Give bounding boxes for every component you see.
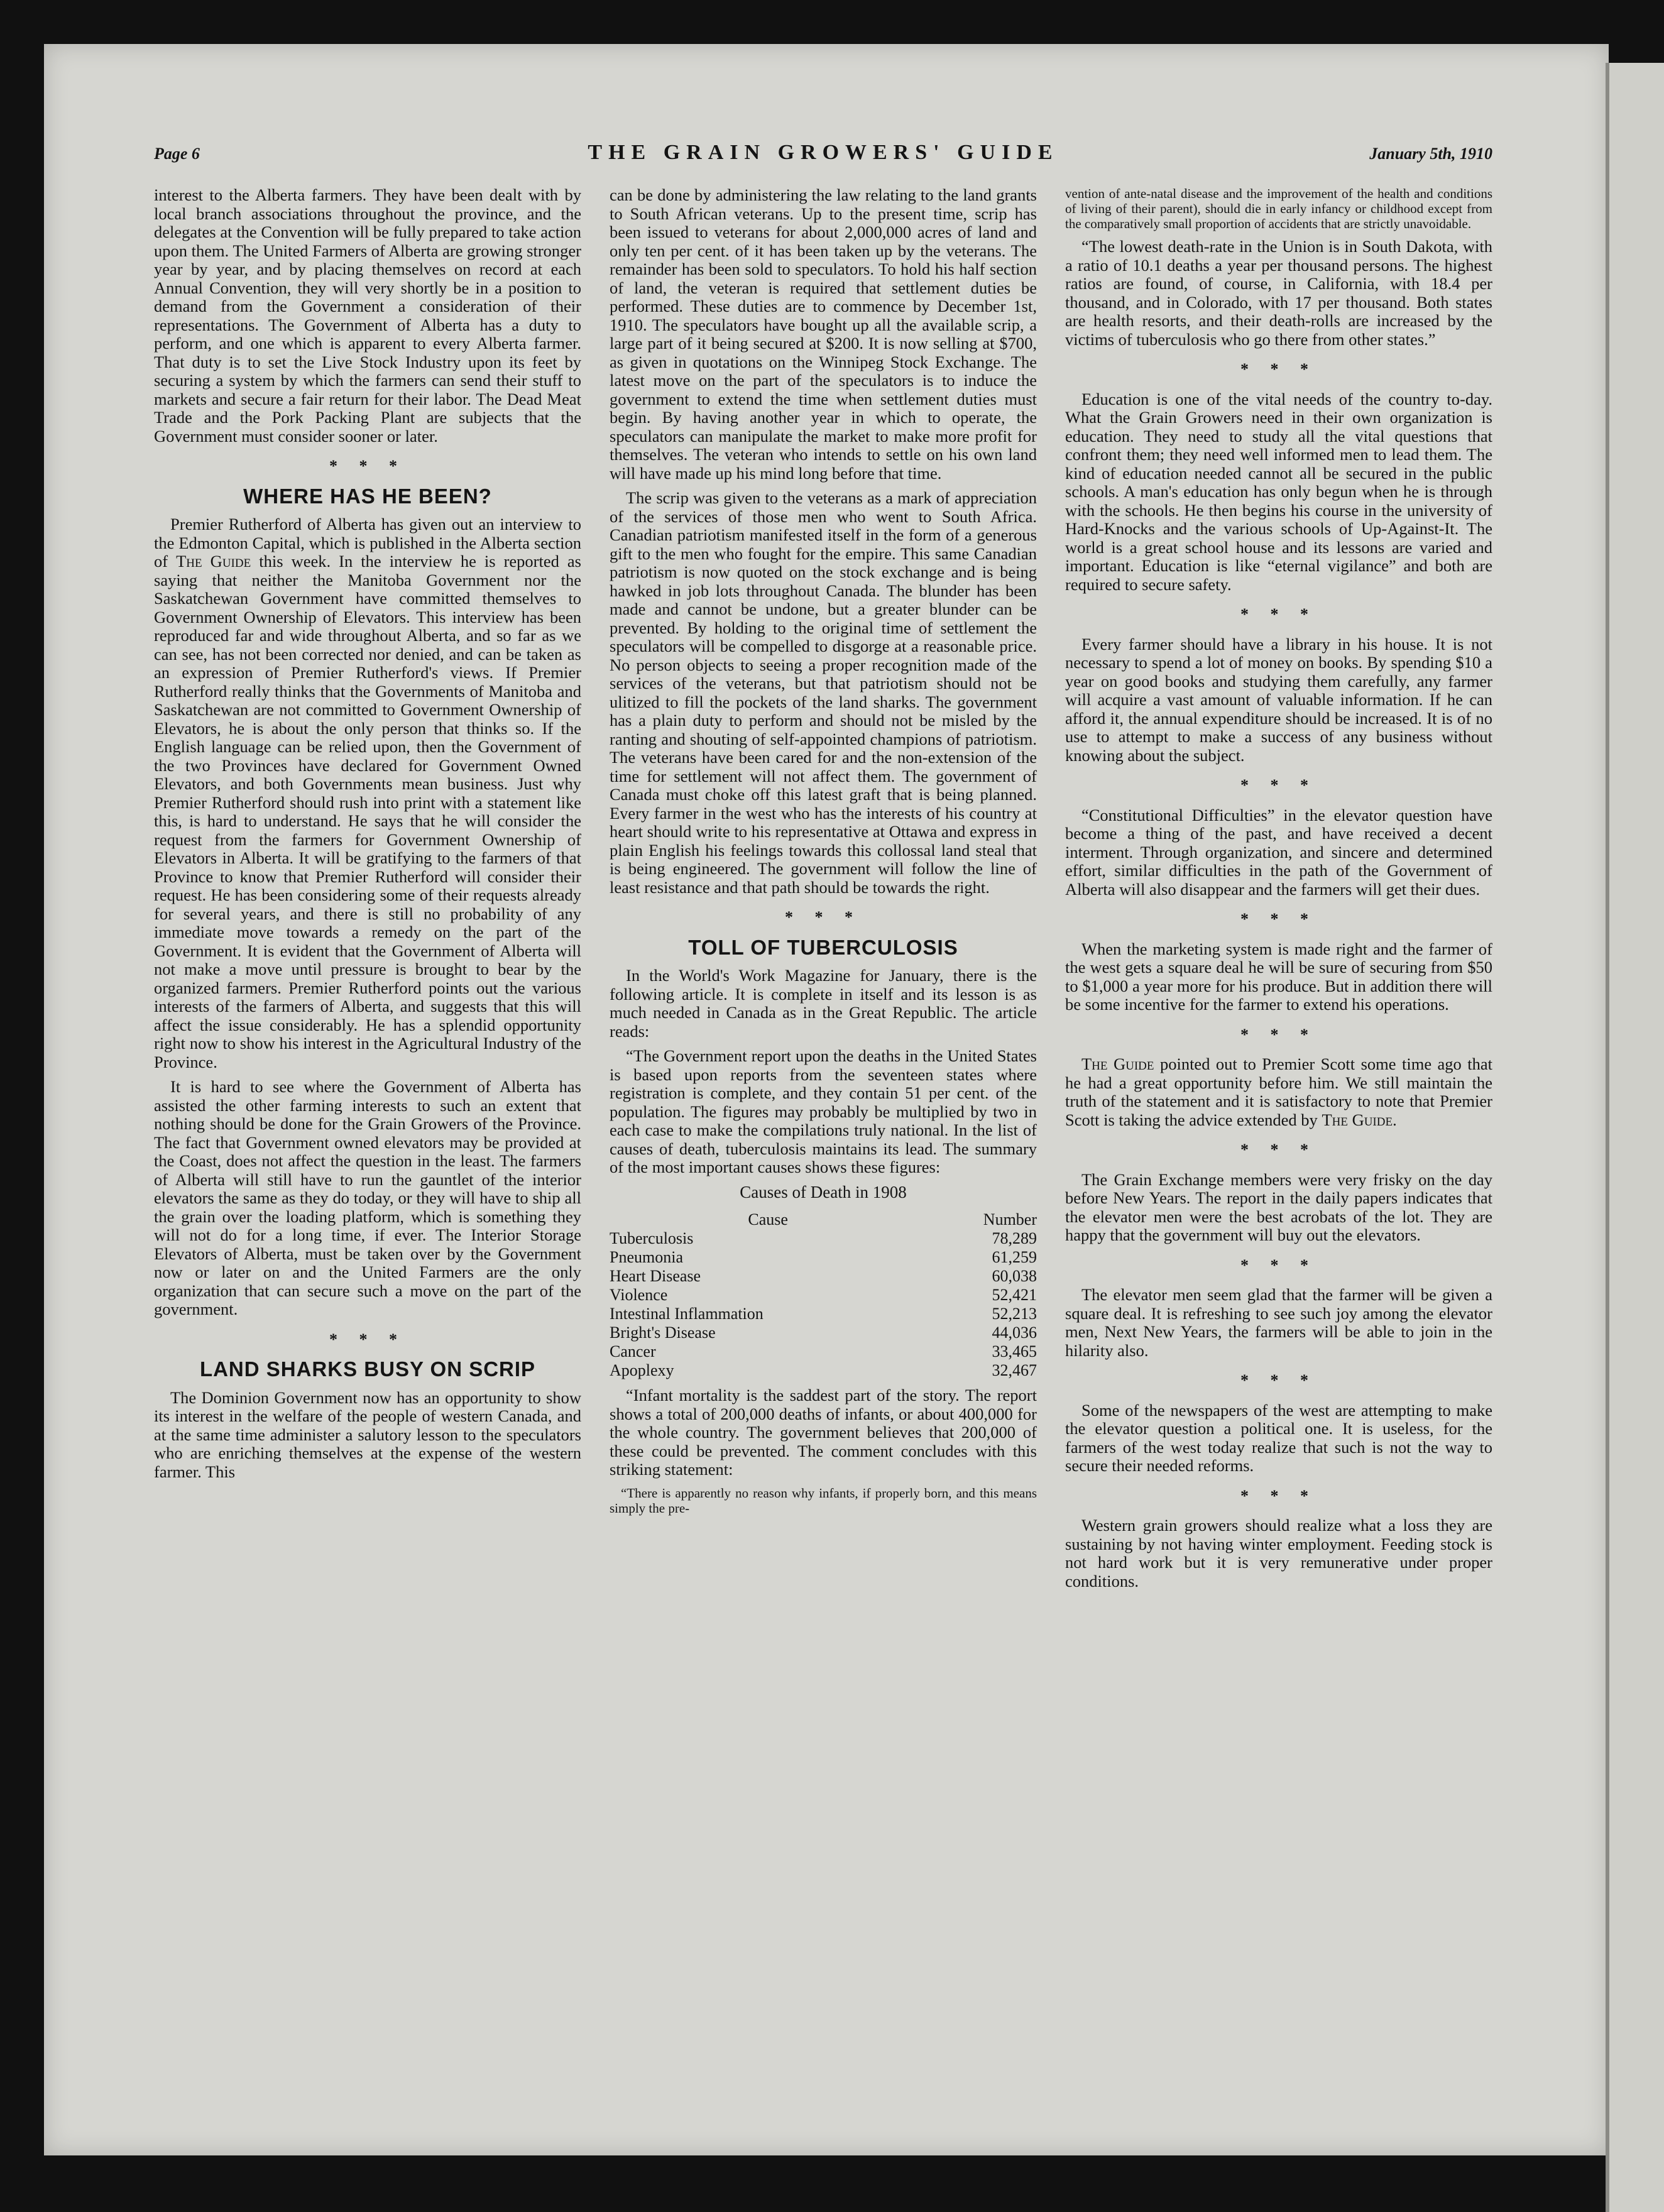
paragraph: interest to the Alberta farmers. They have been dealt with by local branch associations throughout the province, and the delegates at the Convention will be fully prepared to take action upon them. The United Farmers of Alberta are growing stronger year by year, and by placing themselves on record at each Annual Convention, they will very shortly be in a position to demand from the Government a consideration of their representations. The Government of Alberta has a duty to perform, and one which is apparent to every Alberta farmer. That duty is to set the Live Stock Industry upon its feet by securing a system by which the farmers can send their stuff to markets and secure a fair return for their labor. The Dead Meat Trade and the Pork Packing Plant are subjects that the Government must consider sooner or later. [154,185,581,446]
cause-cell: Bright's Disease [610,1323,716,1342]
quoted-statement [1065,186,1492,231]
issue-date: January 5th, 1910 [1369,145,1492,163]
table-row [610,1361,1037,1380]
section-separator: * * * [1240,1486,1317,1505]
paragraph: Premier Rutherford of Alberta has given out an interview to the Edmonton Capital, which is published in the Alberta section of The Guide this week. In the interview he is reported as saying that neither the Manitoba Government nor the Saskatchewan Government have committed themselves to Government Ownership of Elevators. This interview has been reproduced far and wide throughout Alberta, and so far as we can see, has not been corrected nor denied, and can be taken as an expression of Premier Rutherford's views. If Premier Rutherford really thinks that the Governments of Manitoba and Saskatchewan are not committed to Government Ownership of Elevators, he is about the only person that thinks so. If the English language can be relied upon, then the Government of the two Provinces have declared for Government Owned Elevators, and both Governments mean business. Just why Premier Rutherford should rush into print with a statement like this, is hard to understand. He says that he will consider the request from the farmers for Government Ownership of Elevators in Alberta. It will be gratifying to the farmers of that Province to know that Premier Rutherford will consider their request. He has been considering some of their requests already for several years, and there is still no probability of any immediate move towards a remedy on the part of the Government. It is evident that the Government of Alberta will not make a move until pressure is brought to bear by the organized farmers. Premier Rutherford points out the various interests of the farmers of Alberta, and suggests that this will affect the issue considerably. He has a splendid opportunity right now to show his interest in the Agricultural Industry of the Province. [154,515,581,1071]
paragraph: The Guide pointed out to Premier Scott some time ago that he had a great opportunity before him. We still maintain the truth of the statement and it is satisfactory to note that Premier Scott is taking the advice extended by The Guide. [1065,1054,1492,1129]
paragraph: “The lowest death-rate in the Union is in South Dakota, with a ratio of 10.1 deaths a year per thousand persons. The highest ratios are found, of course, in California, with 18.4 per thousand, and in Colorado, with 17 per thousand. Both states are health resorts, and their death-rolls are increased by the victims of tuberculosis who go there from other states.” [1065,237,1492,349]
section-separator: * * * [1240,605,1317,623]
column-header-number: Number [983,1210,1037,1229]
section-separator: * * * [1240,1371,1317,1389]
paragraph: The Grain Exchange members were very frisky on the day before New Years. The report in the daily papers indicates that the elevator men were the best acrobats of the lot. They are happy that the government will buy out the elevators. [1065,1169,1492,1244]
section-separator: * * * [329,457,406,475]
section-separator: * * * [785,908,862,926]
causes-of-death-table [610,1210,1037,1380]
cause-cell: Intestinal Inflammation [610,1305,764,1323]
column-2 [610,186,1037,1522]
paragraph: vention of ante-natal disease and the improvement of the health and conditions of living of their parent), should die in early infancy or childhood except from the comparatively small proportion of accidents that are strictly unavoidable. [1065,186,1492,231]
table-row [610,1286,1037,1305]
adjacent-page-edge [1606,63,1664,2212]
number-cell: 60,038 [992,1267,1037,1285]
page-number: Page 6 [154,145,200,163]
table-row [610,1267,1037,1286]
cause-cell: Violence [610,1286,668,1304]
number-cell: 52,421 [992,1286,1037,1304]
number-cell: 52,213 [992,1305,1037,1323]
number-cell: 61,259 [992,1248,1037,1266]
article-heading: TOLL OF TUBERCULOSIS [688,935,958,959]
paragraph: Every farmer should have a library in his house. It is not necessary to spend a lot of money on books. By spending $10 a year on good books and studying them carefully, any farmer will acquire a vast amount of valuable information. If he can afford it, the annual expenditure should be increased. It is of no use to attempt to make a success of any business without knowing about the subject. [1065,634,1492,765]
cause-cell: Tuberculosis [610,1229,694,1247]
paragraph: Education is one of the vital needs of the country to-day. What the Grain Growers need in their own organization is education. They need to study all the vital questions that confront them; they need well informed men to lead them. The kind of education needed cannot all be secured in the public schools. A man's education has only begun when he is through with the schools. He then begins his course in the university of Hard-Knocks and the various schools of Up-Against-It. The world is a great school house and its lessons are varied and important. Education is like “eternal vigilance” and both are required to secure safety. [1065,389,1492,594]
table-row [610,1323,1037,1342]
paragraph: “There is apparently no reason why infants, if properly born, and this means simply the pre- [610,1485,1037,1516]
paragraph: The scrip was given to the veterans as a mark of appreciation of the services of those men who went to South Africa. Canadian patriotism manifested itself in the form of a generous gift to the men who fought for the empire. This same Canadian patriotism is now quoted on the stock exchange and is being hawked in job lots throughout Canada. The blunder has been made and cannot be undone, but a greater blunder can be prevented. By holding to the original time of settlement the speculators will be compelled to disgorge at a reasonable price. No person objects to seeing a proper recognition made of the services of the veterans, but that patriotism should not be ulitized to fill the pockets of the land sharks. The government has a plain duty to perform and should not be misled by the ranting and shouting of self-appointed champions of patriotism. The veterans have been cared for and the non-extension of the time for settlement will not affect them. The government of Canada must choke off this latest graft that is being planned. Every farmer in the west who has the interests of his country at heart should write to his representative at Ottawa and express in plain English his feelings towards this collossal land steal that is being engineered. The government will follow the line of least resistance and that path should be towards the right. [610,488,1037,897]
table-row [610,1342,1037,1361]
column-1 [154,186,581,1487]
section-separator: * * * [1240,360,1317,378]
paragraph: “Constitutional Difficulties” in the elevator question have become a thing of the past, and have received a decent interment. Through organization, and sincere and determined effort, similar difficulties in the path of the Government of Alberta will also disappear and the farmers will get their dues. [1065,805,1492,899]
table-row [610,1229,1037,1248]
paragraph: can be done by administering the law relating to the land grants to South African veterans. Up to the present time, scrip has been issued to veterans for about 2,000,000 acres of land and only ten per cent. of it has been taken up by the veterans. The remainder has been sold to speculators. To hold his half section of land, the veteran is required that settlement duties be performed. These duties are to commence by December 1st, 1910. The speculators have bought up all the available scrip, a large part of it being secured at $200. It is now selling at $700, as given in quotations on the Winnipeg Stock Exchange. The latest move on the part of the speculators is to induce the government to extend the time when settlement duties must begin. By having another year in which to operate, the speculators can manipulate the market to make more profit for themselves. The veteran who intends to settle on his own land will have made up his mind long before that time. [610,185,1037,483]
column-header-cause: Cause [748,1210,788,1229]
paragraph: When the marketing system is made right and the farmer of the west gets a square deal he will be sure of securing from $50 to $1,000 a year more for his produce. But in addition there will be some incentive for the farmer to extend his operations. [1065,939,1492,1014]
number-cell: 44,036 [992,1323,1037,1342]
cause-cell: Pneumonia [610,1248,683,1266]
page-content [154,141,1492,2093]
section-separator: * * * [1240,1256,1317,1274]
section-separator: * * * [1240,910,1317,928]
paragraph: Western grain growers should realize what a loss they are sustaining by not having winter employment. Feeding stock is not hard work but it is very remunerative under proper conditions. [1065,1516,1492,1591]
cause-cell: Heart Disease [610,1267,701,1285]
paragraph: The elevator men seem glad that the farmer will be given a square deal. It is refreshing to see such joy among the elevator men, Next New Years, the farmers will be able to join in the hilarity also. [1065,1285,1492,1360]
section-separator: * * * [1240,776,1317,794]
table-title: Causes of Death in 1908 [740,1182,907,1202]
paragraph: In the World's Work Magazine for January, there is the following article. It is complete in itself and its lesson is as much needed in Canada as in the Great Republic. The article reads: [610,966,1037,1041]
cause-cell: Cancer [610,1342,656,1361]
section-separator: * * * [1240,1025,1317,1044]
table-row [610,1305,1037,1323]
paragraph: Some of the newspapers of the west are attempting to make the elevator question a political one. It is useless, for the farmers of the west today realize that such is not the way to secure their needed reforms. [1065,1400,1492,1475]
table-row [610,1248,1037,1267]
number-cell: 32,467 [992,1361,1037,1379]
paragraph: “The Government report upon the deaths in the United States is based upon reports from the seventeen states where registration is complete, and they contain 51 per cent. of the population. The figures may probably be multiplied by two in each case to make the compilations truly national. In the list of causes of death, tuberculosis maintains its lead. The summary of the most important causes shows these figures: [610,1046,1037,1176]
paragraph: It is hard to see where the Government of Alberta has assisted the other farming interests to such an extent that nothing should be done for the Grain Growers of the Province. The fact that Government owned elevators may be provided at the Coast, does not affect the question in the least. The farmers of Alberta will still have to run the gauntlet of the interior elevators the same as they do today, or they will have to ship all the grain over the loading platform, which is something they will not do for a long time, if ever. The Interior Storage Elevators of Alberta, must be taken over by the Government now or later on and the United Farmers are the only organization that can secure such a move on the part of the government. [154,1077,581,1318]
section-separator: * * * [329,1330,406,1349]
article-heading: LAND SHARKS BUSY ON SCRIP [199,1357,536,1381]
article-heading: WHERE HAS HE BEEN? [243,484,492,508]
paragraph: The Dominion Government now has an opportunity to show its interest in the welfare of the people of western Canada, and at the same time administer a salutory lesson to the speculators who are enriching themselves at the expense of the western farmer. This [154,1388,581,1481]
newspaper-title: THE GRAIN GROWERS' GUIDE [588,141,1059,164]
paragraph: “Infant mortality is the saddest part of the story. The report shows a total of 200,000 deaths of infants, or about 400,000 for the whole country. The government believes that 200,000 of these could be prevented. The comment concludes with this striking statement: [610,1386,1037,1479]
page-header [154,141,1492,182]
column-3 [1065,186,1492,1597]
section-separator: * * * [1240,1141,1317,1159]
number-cell: 33,465 [992,1342,1037,1361]
number-cell: 78,289 [992,1229,1037,1247]
cause-cell: Apoplexy [610,1361,674,1379]
quoted-statement [610,1486,1037,1516]
